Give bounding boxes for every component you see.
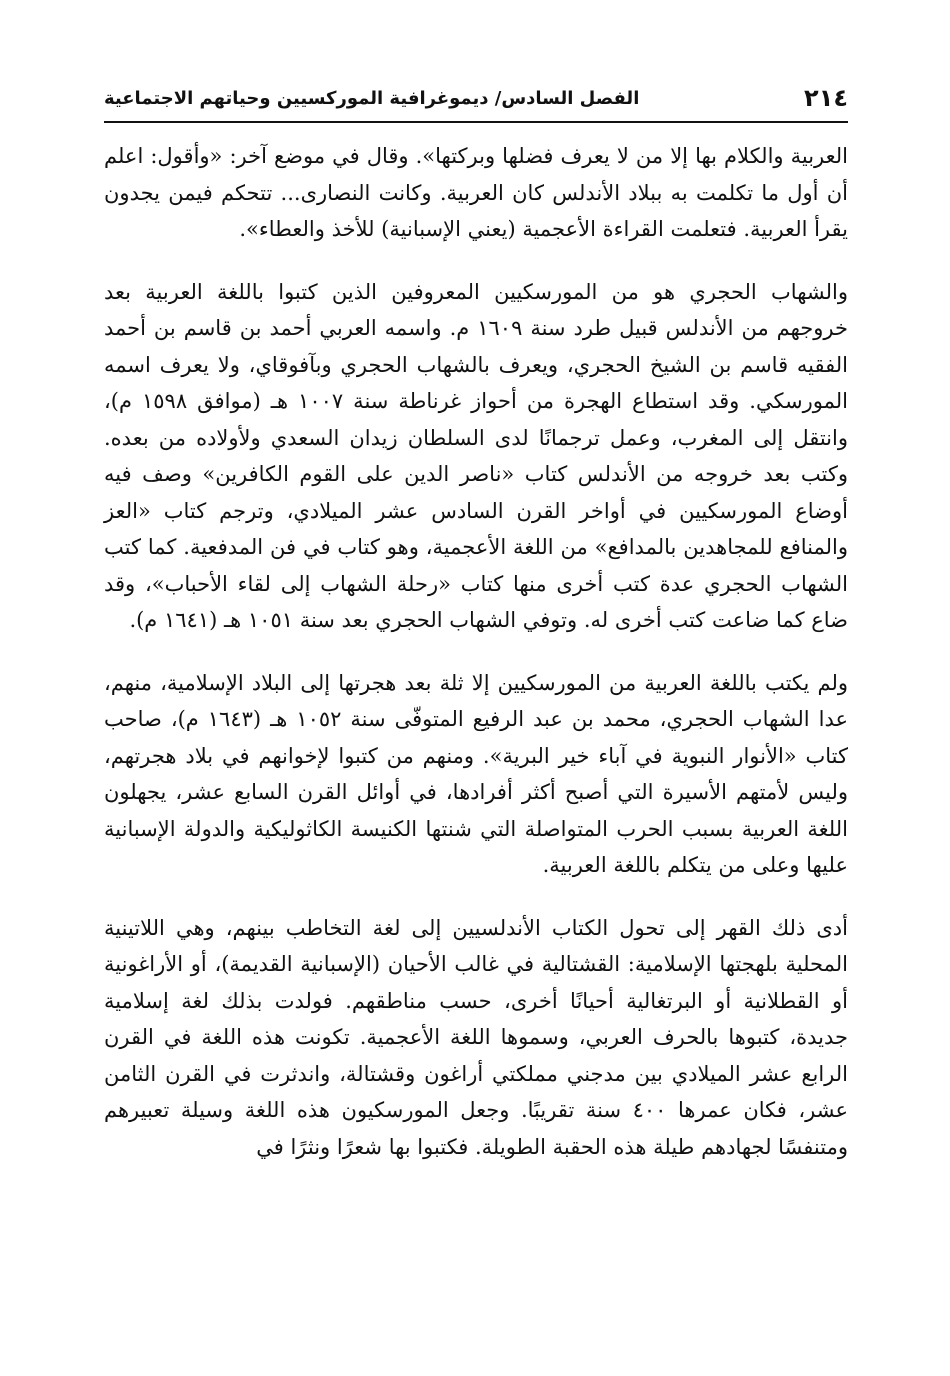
paragraph-arabic-writers: ولم يكتب باللغة العربية من المورسكيين إلا ثلة بعد هجرتها إلى البلاد الإسلامية، منهم، عدا الشهاب الحجري، محمد بن عبد الرفيع المتوفّى سنة ١٠٥٢ هـ (١٦٤٣ م)، صاحب كتاب «الأنوار النبوية في آباء خير البرية». ومنهم من كتبوا لإخوانهم في بلاد هجرتهم، وليس لأمتهم الأسيرة التي أصبح أكثر أفرادها، في أوائل القرن السابع عشر، يجهلون اللغة العربية بسبب الحرب المتواصلة التي شنتها الكنيسة الكاثوليكية والدولة الإسبانية عليها وعلى من يتكلم باللغة العربية.: [104, 670, 848, 877]
running-title: الفصل السادس/ ديموغرافية الموركسيين وحياتهم الاجتماعية: [104, 87, 640, 109]
paragraph-quote-continuation: العربية والكلام بها إلا من لا يعرف فضلها وبركتها». وقال في موضع آخر: «وأقول: اعلم أن أول ما تكلمت به ببلاد الأندلس كان العربية. وكانت النصارى... تتحكم فيمن يجدون يقرأ العربية. فتعلمت القراءة الأعجمية (يعني الإسبانية) للأخذ والعطاء».: [104, 144, 848, 241]
paragraph-shihab-hajari: والشهاب الحجري هو من المورسكيين المعروفين الذين كتبوا باللغة العربية بعد خروجهم من الأندلس قبيل طرد سنة ١٦٠٩ م. واسمه العربي أحمد بن قاسم بن أحمد الفقيه قاسم بن الشيخ الحجري، ويعرف بالشهاب الحجري وبآفوقاي، ولا يعرف اسمه المورسكي. وقد استطاع الهجرة من أحواز غرناطة سنة ١٠٠٧ هـ (موافق ١٥٩٨ م)، وانتقل إلى المغرب، وعمل ترجمانًا لدى السلطان زيدان السعدي ولأولاده من بعده. وكتب بعد خروجه من الأندلس كتاب «ناصر الدين على القوم الكافرين» وصف فيه أوضاع المورسكيين في أواخر القرن السادس عشر الميلادي، وترجم كتاب «العز والمنافع للمجاهدين بالمدافع» من اللغة الأعجمية، وهو كتاب في فن المدفعية. كما كتب الشهاب الحجري عدة كتب أخرى منها كتاب «رحلة الشهاب إلى لقاء الأحباب»، وقد ضاع كما ضاعت كتب أخرى له. وتوفي الشهاب الحجري بعد سنة ١٠٥١ هـ (١٦٤١ م).: [104, 279, 848, 632]
page-header: [104, 78, 848, 118]
paragraph-aljamiado: أدى ذلك القهر إلى تحول الكتاب الأندلسيين إلى لغة التخاطب بينهم، وهي اللاتينية المحلية بلهجتها الإسلامية: القشتالية في غالب الأحيان (الإسبانية القديمة)، أو الأراغونية أو القطلانية أو البرتغالية أحيانًا أخرى، حسب مناطقهم. فولدت بذلك لغة إسلامية جديدة، كتبوها بالحرف العربي، وسموها اللغة الأعجمية. تكونت هذه اللغة في القرن الرابع عشر الميلادي بين مدجني مملكتي أراغون وقشتالة، واندثرت في القرن الثامن عشر، فكان عمرها ٤٠٠ سنة تقريبًا. وجعل المورسكيون هذه اللغة وسيلة تعبيرهم ومتنفسًا لجهادهم طيلة هذه الحقبة الطويلة. فكتبوا بها شعرًا ونثرًا في: [104, 915, 848, 1159]
body-text: [104, 138, 848, 1191]
page-number: ٢١٤: [804, 84, 848, 112]
header-rule: [104, 121, 848, 123]
